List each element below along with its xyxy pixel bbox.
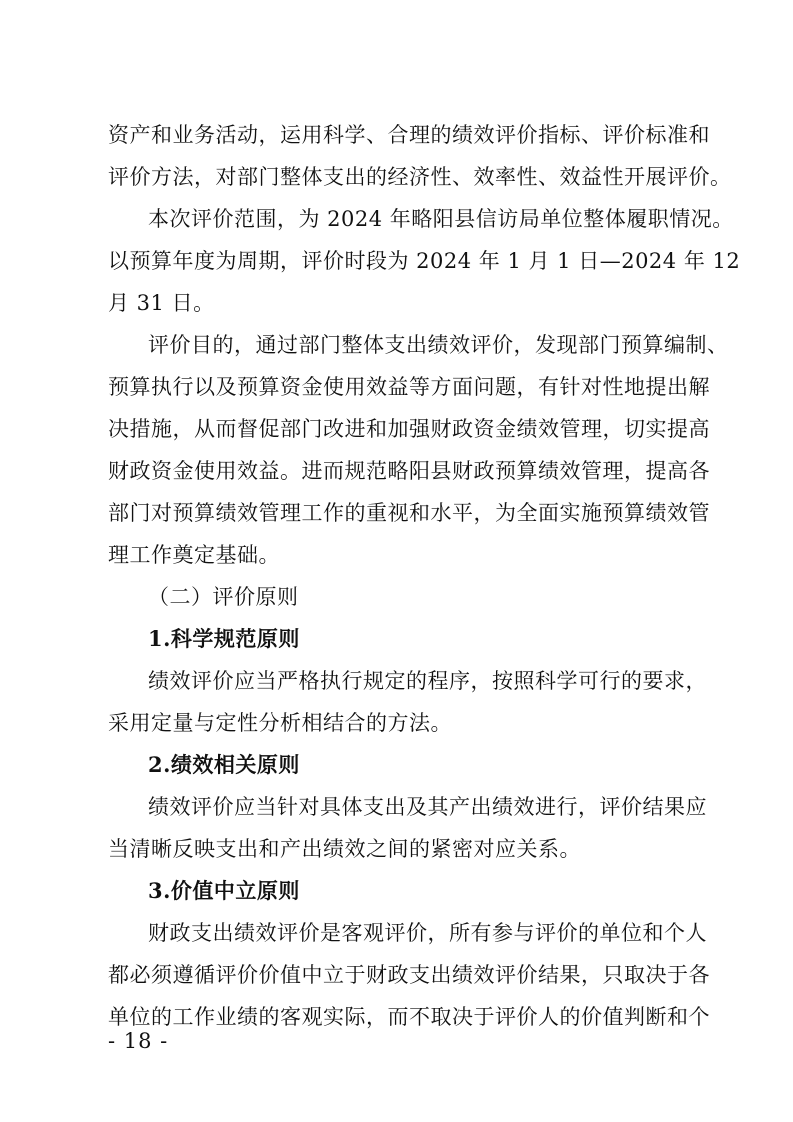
paragraph-line: 预算执行以及预算资金使用效益等方面问题，有针对性地提出解 — [108, 375, 710, 399]
paragraph-line: 财政支出绩效评价是客观评价，所有参与评价的单位和个人 — [148, 921, 707, 945]
paragraph-line: 决措施，从而督促部门改进和加强财政资金绩效管理，切实提高 — [108, 417, 710, 441]
paragraph-line: 部门对预算绩效管理工作的重视和水平，为全面实施预算绩效管 — [108, 501, 710, 525]
paragraph-line: 当清晰反映支出和产出绩效之间的紧密对应关系。 — [108, 837, 581, 861]
subsection-heading: 2.绩效相关原则 — [148, 752, 300, 777]
paragraph-line: 理工作奠定基础。 — [108, 543, 280, 567]
paragraph-line: 评价方法，对部门整体支出的经济性、效率性、效益性开展评价。 — [108, 165, 732, 189]
paragraph-line: 都必须遵循评价价值中立于财政支出绩效评价结果，只取决于各 — [108, 963, 710, 987]
paragraph-line: 资产和业务活动，运用科学、合理的绩效评价指标、评价标准和 — [108, 123, 710, 147]
page-number: - 18 - — [108, 1029, 169, 1053]
paragraph-line: 评价目的，通过部门整体支出绩效评价，发现部门预算编制、 — [148, 333, 729, 357]
paragraph-line: 财政资金使用效益。进而规范略阳县财政预算绩效管理，提高各 — [108, 459, 710, 483]
subsection-heading: 3.价值中立原则 — [148, 878, 300, 903]
paragraph-line: 以预算年度为周期，评价时段为 2024 年 1 月 1 日—2024 年 12 — [108, 249, 741, 273]
paragraph-line: 绩效评价应当严格执行规定的程序，按照科学可行的要求， — [148, 669, 707, 693]
paragraph-line: 本次评价范围，为 2024 年略阳县信访局单位整体履职情况。 — [148, 207, 734, 231]
section-heading: （二）评价原则 — [148, 585, 299, 609]
paragraph-line: 采用定量与定性分析相结合的方法。 — [108, 711, 452, 735]
paragraph-line: 单位的工作业绩的客观实际，而不取决于评价人的价值判断和个 — [108, 1005, 710, 1029]
subsection-heading: 1.科学规范原则 — [148, 626, 300, 651]
paragraph-line: 月 31 日。 — [108, 291, 215, 315]
paragraph-line: 绩效评价应当针对具体支出及其产出绩效进行，评价结果应 — [148, 795, 707, 819]
